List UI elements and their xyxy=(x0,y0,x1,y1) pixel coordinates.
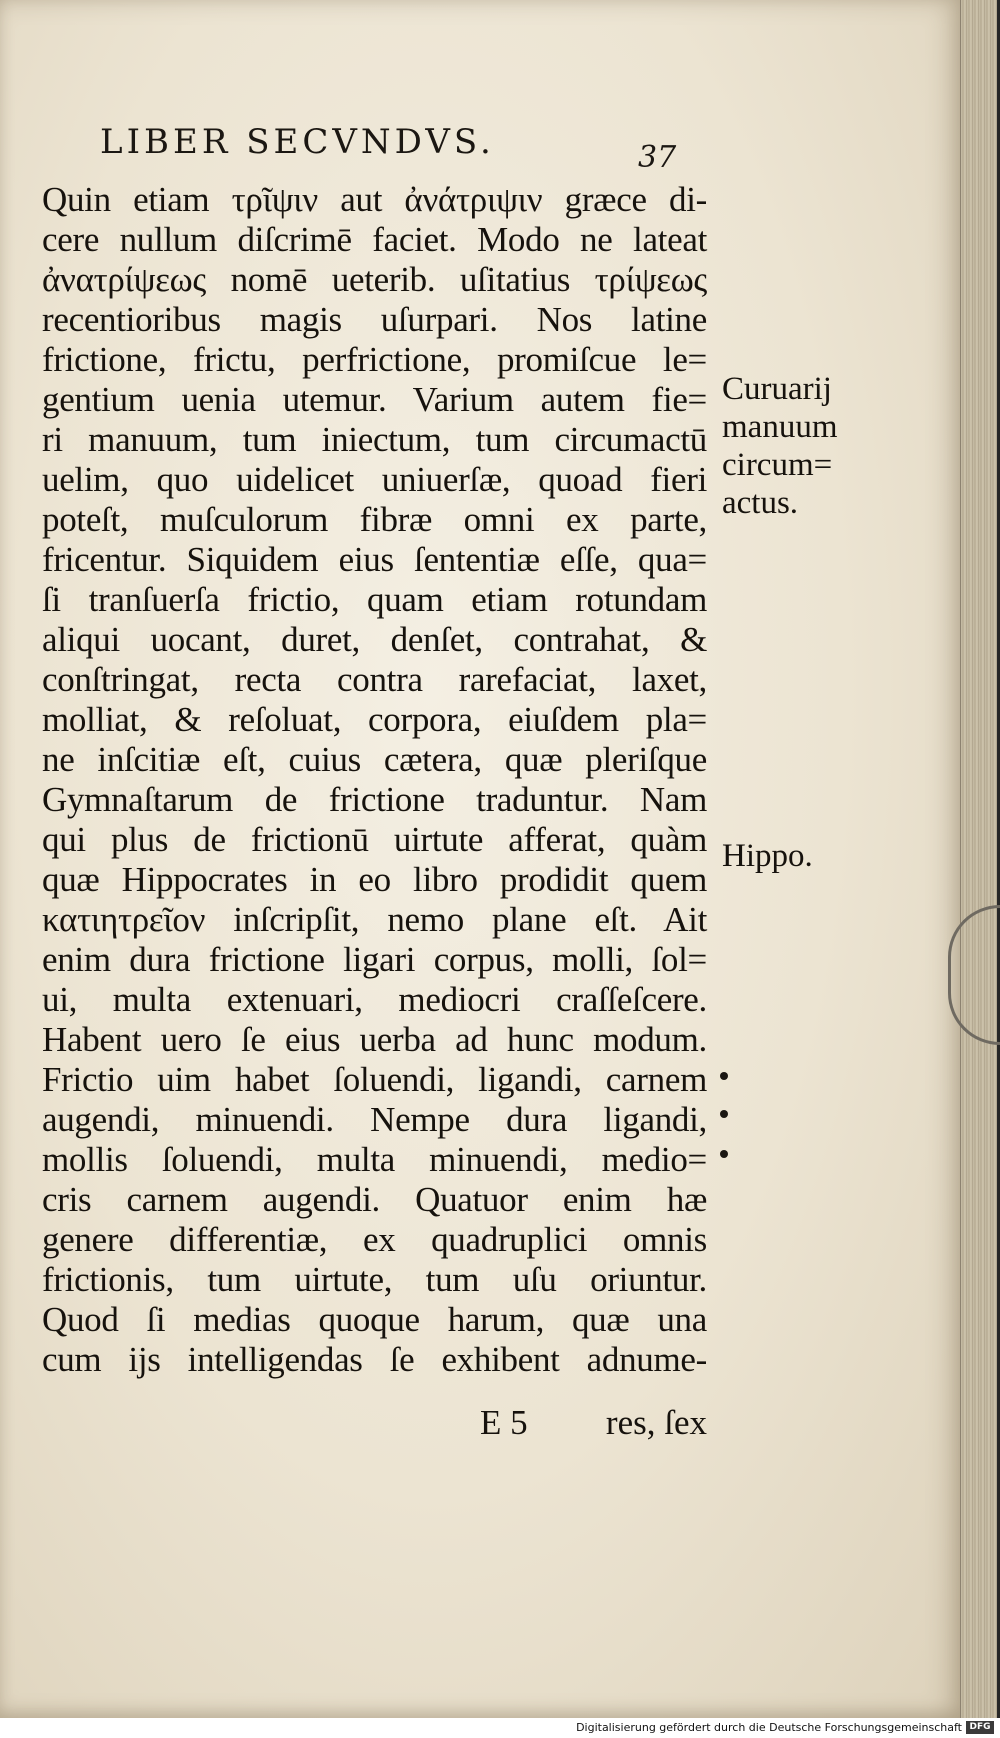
text-line: Quod ſi medias quoque harum, quæ una xyxy=(42,1300,707,1339)
margin-bullet xyxy=(720,1072,728,1080)
catchword-line xyxy=(480,1403,707,1443)
text-line: augendi, minuendi. Nempe dura ligandi, xyxy=(42,1100,707,1139)
text-line: gentium uenia utemur. Varium autem fie= xyxy=(42,380,707,419)
text-line: recentioribus magis uſurpari. Nos latine xyxy=(42,300,707,339)
text-line: Habent uero ſe eius uerba ad hunc modum. xyxy=(42,1020,707,1059)
text-line: frictione, frictu, perfrictione, promiſcue le= xyxy=(42,340,707,379)
margin-note-hippo: Hippo. xyxy=(722,838,813,874)
text-line: cum ijs intelligendas ſe exhibent adnume- xyxy=(42,1340,707,1379)
margin-bullet xyxy=(720,1150,728,1158)
text-line: fricentur. Siquidem eius ſententiæ eſſe, qua= xyxy=(42,540,707,579)
text-line: quæ Hippocrates in eo libro prodidit quem xyxy=(42,860,707,899)
text-line: qui plus de frictionū uirtute afferat, quàm xyxy=(42,820,707,859)
text-line: ui, multa extenuari, mediocri craſſeſcere. xyxy=(42,980,707,1019)
text-line: genere differentiæ, ex quadruplici omnis xyxy=(42,1220,707,1259)
margin-bullet xyxy=(720,1110,728,1118)
text-line: cere nullum diſcrimē faciet. Modo ne lateat xyxy=(42,220,707,259)
dfg-logo: DFG xyxy=(966,1721,994,1734)
text-line: frictionis, tum uirtute, tum uſu oriuntur. xyxy=(42,1260,707,1299)
margin-note-curuarij xyxy=(722,370,837,522)
text-line: ἀνατρίψεως nomē ueterib. uſitatius τρίψεως xyxy=(42,260,707,299)
text-line: cris carnem augendi. Quatuor enim hæ xyxy=(42,1180,707,1219)
text-line: Gymnaſtarum de frictione traduntur. Nam xyxy=(42,780,707,819)
page-number: 37 xyxy=(638,140,677,175)
text-line: aliqui uocant, duret, denſet, contrahat, & xyxy=(42,620,707,659)
catchword: res, ſex xyxy=(605,1403,707,1442)
text-line: molliat, & reſoluat, corpora, eiuſdem pla= xyxy=(42,700,707,739)
text-line: uelim, quo uidelicet uniuerſæ, quoad fieri xyxy=(42,460,707,499)
text-line: conſtringat, recta contra rarefaciat, laxet, xyxy=(42,660,707,699)
text-line: ſi tranſuerſa frictio, quam etiam rotundam xyxy=(42,580,707,619)
text-line: Quin etiam τρῖψιν aut ἀνάτριψιν græce di- xyxy=(42,180,707,219)
body-text xyxy=(42,180,707,1380)
footer-credit: Digitalisierung gefördert durch die Deutsche Forschungsgemeinschaft xyxy=(576,1721,962,1734)
margin-note-line: circum= xyxy=(722,447,833,483)
text-line: κατιητρεῖον inſcripſit, nemo plane eſt. Ait xyxy=(42,900,707,939)
footer-bar xyxy=(0,1718,1000,1738)
text-line: poteſt, muſculorum fibræ omni ex parte, xyxy=(42,500,707,539)
text-line: mollis ſoluendi, multa minuendi, medio= xyxy=(42,1140,707,1179)
margin-note-line: manuum xyxy=(722,409,838,445)
margin-note-line: Curuarij xyxy=(722,371,832,407)
running-head: LIBER SECVNDVS. xyxy=(100,122,495,162)
text-line: enim dura frictione ligari corpus, molli, ſol= xyxy=(42,940,707,979)
text-line: Frictio uim habet ſoluendi, ligandi, carnem xyxy=(42,1060,707,1099)
margin-note-line: actus. xyxy=(722,485,799,521)
page-edges xyxy=(960,0,997,1718)
text-line: ne inſcitiæ eſt, cuius cætera, quæ pleriſque xyxy=(42,740,707,779)
text-line: ri manuum, tum iniectum, tum circumactū xyxy=(42,420,707,459)
signature-mark: E 5 xyxy=(480,1403,528,1442)
